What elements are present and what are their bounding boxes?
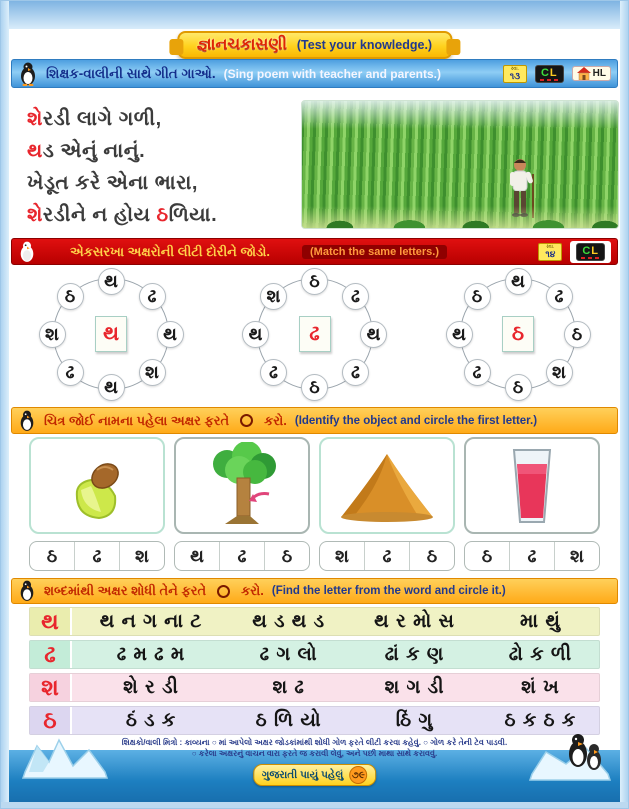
page-border-right	[620, 1, 628, 808]
sing-poem-header	[11, 59, 618, 88]
banner-title-gujarati: જ્ઞાનચકાસણી	[196, 36, 287, 53]
tree-trunk-image	[174, 437, 310, 534]
wheel-letter[interactable]: ઢ	[57, 359, 84, 386]
fruit-stone-image	[29, 437, 165, 534]
page-border-top	[1, 1, 628, 29]
letter-tile[interactable]: ઢ	[509, 542, 554, 570]
wheel-letter[interactable]: ઠ	[301, 268, 328, 295]
word[interactable]: શે ર ડી	[123, 676, 179, 698]
wheel-letter[interactable]: શ	[39, 321, 66, 348]
letter-tile[interactable]: ઠ	[409, 542, 454, 570]
card-fruit-stone	[29, 437, 165, 573]
teacher-note-line1: શિક્ષકો/વાલી મિત્રો : કાવ્યના ○ માં આપેલો અક્ષર જોડકાંમાંથી શોધી ગોળ ફરતે લીટી કરવા કહેવું. ○ ગોળ કરે તેની ટેવ પાડવી.	[121, 738, 508, 747]
wheel-center-letter[interactable]: ઢ	[299, 316, 331, 352]
poem-line: થડ એનું નાનું.	[27, 140, 146, 162]
word-row	[29, 673, 600, 702]
letter-tile[interactable]: શ	[335, 545, 349, 566]
card-sand-heap	[319, 437, 455, 573]
word[interactable]: મા થું	[519, 610, 561, 632]
word[interactable]: શં ખ	[521, 676, 560, 698]
wheel-letter[interactable]: ઠ	[57, 283, 84, 310]
wheel-letter[interactable]: ઠ	[301, 374, 328, 401]
letter-wheels	[15, 265, 614, 405]
letter-tile[interactable]: ઠ	[264, 542, 309, 570]
word-row	[29, 706, 600, 735]
letter-wheel	[219, 265, 411, 403]
identify-header-gujarati: ચિત્ર જોઈ નામના પહેલા અક્ષર ફરતે	[44, 412, 230, 428]
page-border-left	[1, 1, 9, 808]
wheel-letter[interactable]: થ	[505, 268, 532, 295]
banner-title-english: (Test your knowledge.)	[296, 38, 433, 52]
sing-header-gujarati: શિક્ષક-વાલીની સાથે ગીત ગાઓ.	[46, 65, 216, 81]
wheel-letter[interactable]: ઢ	[342, 359, 369, 386]
card-juice-glass	[464, 437, 600, 573]
wheel-letter[interactable]: ઢ	[546, 283, 573, 310]
hl-badge: HL	[572, 66, 611, 81]
letter-options	[464, 541, 600, 571]
word[interactable]: ઢો ક ળી	[508, 643, 573, 665]
wheel-letter[interactable]: થ	[157, 321, 184, 348]
wheel-center-letter[interactable]: થ	[95, 316, 127, 352]
word[interactable]: શ ગ ડી	[384, 676, 445, 698]
word[interactable]: ઢ મ ઢ મ	[116, 643, 186, 665]
target-letter: ઠ	[30, 707, 72, 734]
letter-options	[174, 541, 310, 571]
page-number: ૭૯	[349, 766, 367, 784]
wheel-letter[interactable]: થ	[446, 321, 473, 348]
house-icon	[577, 67, 591, 80]
penguin-icon	[18, 580, 36, 602]
word-row	[29, 607, 600, 636]
cl-badge: CL	[576, 243, 605, 261]
teacher-note-line2: ○ કરેલા અક્ષરનું વાચન વારા ફરતે જ કરાવી લેવું, અને પછી માથા સાથે કરાવવું.	[191, 749, 438, 758]
letter-tile[interactable]: શ	[119, 542, 164, 570]
find-header-gujarati: શબ્દમાંથી અક્ષર શોધી તેને ફરતે	[44, 583, 207, 598]
word[interactable]: ઠિં ગુ	[395, 709, 434, 731]
word[interactable]: થ ડ થ ડ	[252, 610, 326, 632]
penguins-on-iceberg	[526, 726, 614, 782]
target-letter: ઢ	[30, 641, 72, 668]
wheel-letter[interactable]: ઢ	[342, 283, 369, 310]
card-tree-trunk	[174, 437, 310, 573]
wheel-letter[interactable]: થ	[98, 374, 125, 401]
wheel-letter[interactable]: શ	[546, 359, 573, 386]
match-letters-header	[11, 238, 618, 265]
find-letter-header: શબ્દમાંથી અક્ષર શોધી તેને ફરતે કરો. (Find the letter from the word and circle it.)	[11, 578, 618, 604]
wheel-letter[interactable]: ઢ	[260, 359, 287, 386]
teacher-notes	[81, 737, 548, 759]
wheel-letter[interactable]: થ	[98, 268, 125, 295]
wheel-letter[interactable]: શ	[139, 359, 166, 386]
page-border-bottom	[1, 802, 628, 808]
juice-glass-image	[464, 437, 600, 534]
farmer-figure	[506, 156, 540, 222]
penguin-icon	[18, 410, 36, 432]
wheel-letter[interactable]: થ	[242, 321, 269, 348]
letter-wheel	[15, 265, 207, 403]
word[interactable]: ઠં ડ ક	[125, 709, 177, 731]
penguin-icon	[18, 62, 38, 86]
sand-heap-image	[319, 437, 455, 534]
circle-glyph	[240, 414, 253, 427]
letter-options	[29, 541, 165, 571]
word-rows	[29, 607, 600, 739]
word[interactable]: ઢાં ક ણ	[384, 643, 445, 665]
workbook-ref-badge: સ્વા. ૧૩	[503, 65, 527, 83]
letter-tile[interactable]: ઢ	[219, 542, 264, 570]
poem-line: શેરડી લાગે ગળી,	[27, 108, 162, 130]
target-letter: થ	[30, 608, 72, 635]
wheel-letter[interactable]: શ	[260, 283, 287, 310]
word[interactable]: થ ન ગ ના ટ	[99, 610, 203, 632]
identify-header-english: (Identify the object and circle the first letter.)	[294, 414, 538, 427]
letter-wheel	[422, 265, 614, 403]
sing-header-english: (Sing poem with teacher and parents.)	[223, 66, 441, 81]
word-row	[29, 640, 600, 669]
circle-glyph	[217, 585, 230, 598]
match-header-english: (Match the same letters.)	[302, 245, 447, 259]
wheel-letter[interactable]: ઠ	[464, 283, 491, 310]
word[interactable]: થ ર મો સ	[374, 610, 455, 632]
poem-text	[27, 103, 297, 231]
cl-badge: CL	[535, 65, 564, 83]
letter-tile[interactable]: ઢ	[364, 542, 409, 570]
poem-line: શેરડીને ન હોય ઠળિયા.	[27, 204, 218, 226]
book-title-pill	[253, 764, 377, 786]
workbook-ref-badge: સ્વા. ૧૪	[538, 243, 562, 261]
identify-object-header: ચિત્ર જોઈ નામના પહેલા અક્ષર ફરતે કરો. (Identify the object and circle the first letter.)	[11, 407, 618, 434]
match-header-gujarati: એકસરખા અક્ષરોની લીટી દોરીને જોડો.	[70, 243, 271, 259]
wheel-letter[interactable]: ઢ	[464, 359, 491, 386]
picture-cards	[29, 437, 600, 573]
badge-strip	[570, 241, 611, 263]
letter-tile[interactable]: ઠ	[46, 545, 58, 566]
book-title: ગુજરાતી પાયું પહેલું	[261, 768, 344, 781]
wheel-letter[interactable]: ઠ	[564, 321, 591, 348]
find-header-english: (Find the letter from the word and circle it.)	[271, 585, 506, 597]
word[interactable]: ઠ ક ઠ ક	[504, 709, 577, 731]
word[interactable]: શ ઢ	[272, 676, 305, 698]
letter-tile[interactable]: શ	[554, 542, 599, 570]
target-letter: શ	[30, 674, 72, 701]
poem-line: ખેડૂત કરે એના ભારા,	[27, 172, 198, 194]
iceberg-left	[19, 732, 111, 780]
wheel-letter[interactable]: ઠ	[505, 374, 532, 401]
letter-tile[interactable]: ઠ	[481, 545, 493, 566]
sugarcane-field-image	[301, 100, 619, 229]
knowledge-banner	[177, 31, 452, 59]
wheel-letter[interactable]: ઢ	[139, 283, 166, 310]
letter-tile[interactable]: થ	[190, 545, 204, 566]
letter-options	[319, 541, 455, 571]
word[interactable]: ઢ ગ લો	[259, 643, 318, 665]
letter-tile[interactable]: ઢ	[74, 542, 119, 570]
wheel-center-letter[interactable]: ઠ	[502, 316, 534, 352]
wheel-letter[interactable]: થ	[360, 321, 387, 348]
penguin-icon	[18, 241, 36, 263]
word[interactable]: ઠ ળિ યો	[255, 709, 322, 731]
